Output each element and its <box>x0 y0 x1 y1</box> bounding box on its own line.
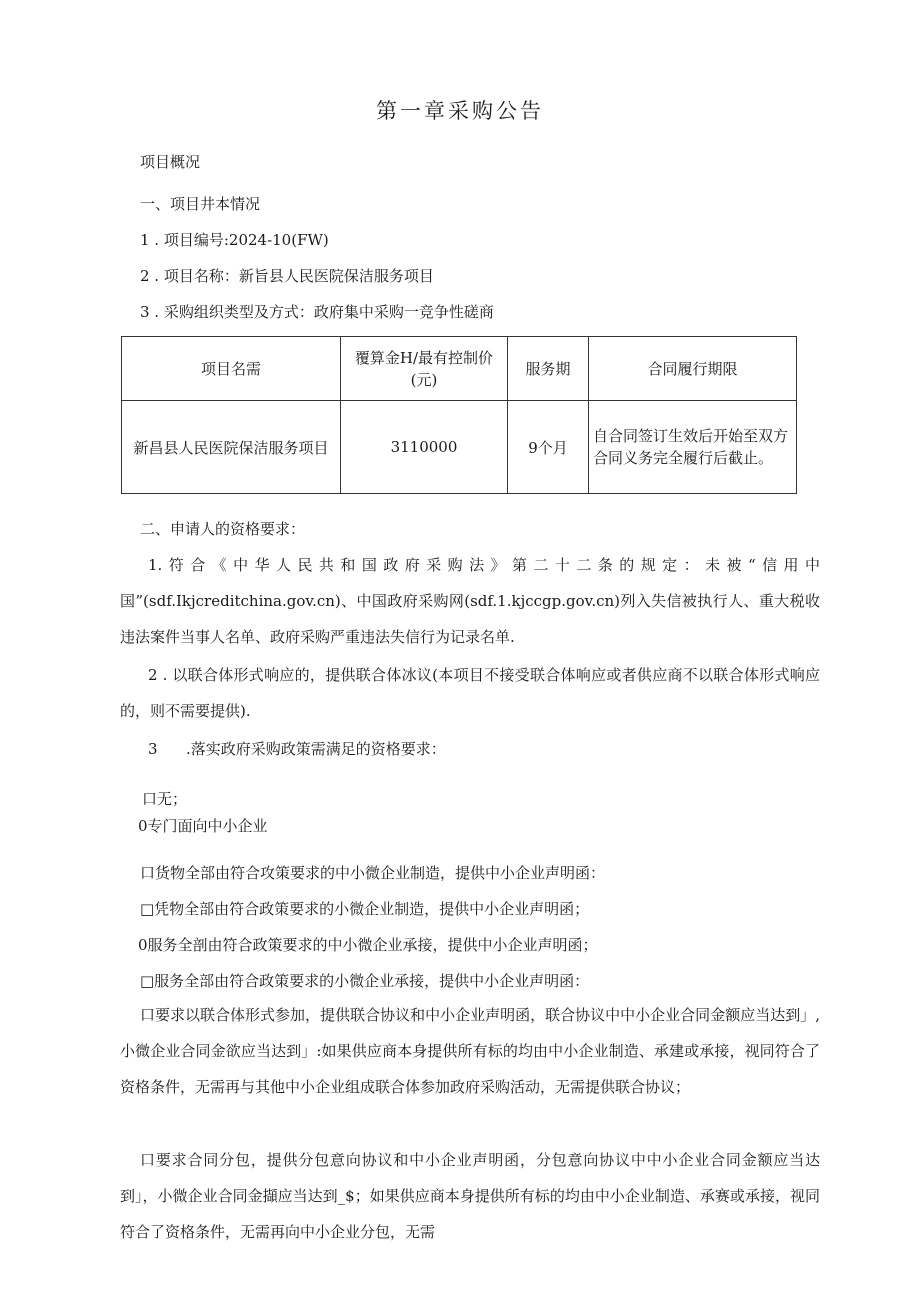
option-sme-only: 0专门面向中小企业 <box>138 817 268 835</box>
table-cell: 自合同签订生效后开始至双方合同义务完全履行后截止。 <box>589 401 797 494</box>
table-row <box>122 401 797 494</box>
section-basic-info: 一、项目井本情况 <box>140 195 261 213</box>
requirement-3-text: .落实政府采购政策需满足的资格要求： <box>186 740 446 758</box>
project-name: 2 . 项目名称：新旨县人民医院保洁服务项目 <box>140 267 434 285</box>
section-overview: 项目概况 <box>140 153 201 171</box>
table-header-cell: 项目名需 <box>122 337 341 401</box>
requirement-2: 2 . 以联合体形式响应的，提供联合体冰议(本项目不接受联合体响应或者供应商不以联合体形式响应的，则不需要提供). <box>120 666 820 720</box>
option-services-sme: 0服务全剖由符合政策要求的中小微企业承接，提供中小企业声明函； <box>138 936 598 954</box>
table-header-cell: 服务期 <box>508 337 589 401</box>
option-services-small: □服务全部由符合政策要求的小微企业承接，提供中小企业声明函： <box>140 972 590 990</box>
option-goods-small: □凭物全部由符合政策要求的小微企业制造，提供中小企业声明函； <box>140 900 590 918</box>
requirement-1: 1.符合《中华人民共和国政府采购法》第二十二条的规定：未被“信用中国”(sdf.Ikjcreditchina.gov.cn)、中国政府采购网(sdf.1.kjccgp.gov.cn)列入失信被执行人、重大税收违法案件当事人名单、政府采购严重违法失信行为记录名单. <box>120 556 820 646</box>
option-none: 口无； <box>142 790 188 808</box>
project-number: 1 . 项目编号:2024-10(FW) <box>140 231 329 249</box>
option-subcontract: 口要求合同分包，提供分包意向协议和中小企业声明函，分包意向协议中中小企业合同金额应当达到」，小微企业合同金擷应当达到_$；如果供应商本身提供所有标的均由中小企业制造、承赛或承接，视同符合了资格条件，无需再向中小企业分包，无需 <box>120 1151 820 1241</box>
section-qualifications: 二、申请人的资格要求： <box>140 520 306 538</box>
table-header-cell: 覆算金H/最有控制价(元) <box>341 337 508 401</box>
project-table <box>121 336 797 494</box>
requirement-3-number: 3 <box>148 740 158 758</box>
procurement-method: 3 . 采购组织类型及方式：政府集中采购一竞争性磋商 <box>140 303 494 321</box>
page-title: 第一章采购公告 <box>376 99 544 123</box>
table-header-row <box>122 337 797 401</box>
table-cell: 新昌县人民医院保洁服务项目 <box>122 401 341 494</box>
option-goods-sme: 口货物全部由符合攻策要求的中小微企业制造，提供中小企业声明函： <box>140 864 606 882</box>
option-consortium: 口要求以联合体形式参加，提供联合协议和中小企业声明函，联合协议中中小企业合同金额应当达到」,小微企业合同金欲应当达到」:如果供应商本身提供所有标的均由中小企业制造、承建或承接，视同符合了资格条件，无需再与其他中小企业组成联合体参加政府采购活动，无需提供联合协议； <box>120 1006 820 1096</box>
table-header-cell: 合同履行期限 <box>589 337 797 401</box>
table-cell: 9个月 <box>508 401 589 494</box>
table-cell: 3110000 <box>341 401 508 494</box>
